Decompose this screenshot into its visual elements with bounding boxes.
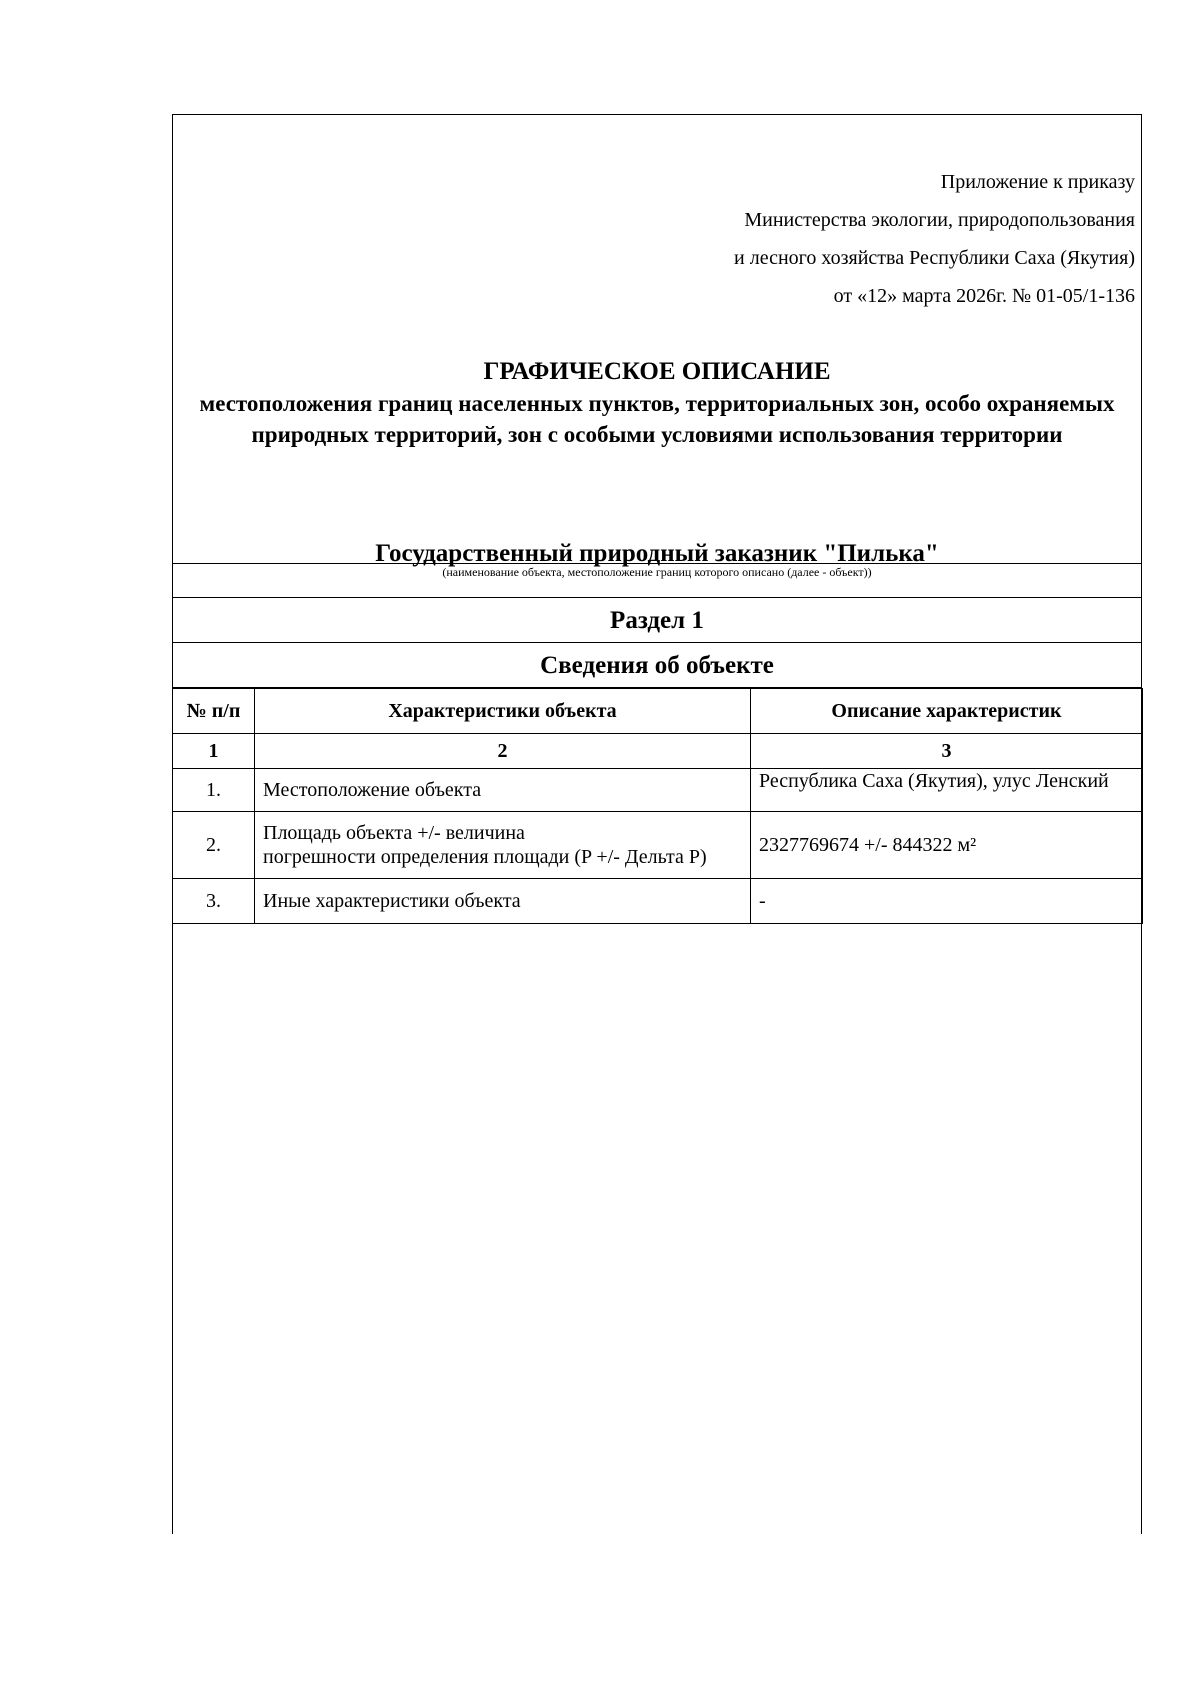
- section-heading: Сведения об объекте: [173, 643, 1141, 688]
- object-name: Государственный природный заказник "Пилька": [375, 540, 939, 567]
- column-number-row: [173, 734, 1143, 769]
- table-row: [173, 769, 1143, 812]
- object-info-table: [172, 688, 1143, 924]
- row-description-text: Республика Саха (Якутия), улус Ленский: [759, 770, 1109, 792]
- row-characteristic: [255, 812, 751, 879]
- document-title: [173, 355, 1141, 450]
- table-row: [173, 812, 1143, 879]
- row-description: [751, 769, 1143, 812]
- row-number: 2.: [173, 812, 255, 879]
- section-label: Раздел 1: [173, 598, 1141, 643]
- title-subtitle: местоположения границ населенных пунктов, территориальных зон, особо охраняемых природных территорий, зон с особыми условиями использования территории: [199, 391, 1115, 447]
- row-number: 3.: [173, 879, 255, 924]
- header-characteristics: Характеристики объекта: [255, 689, 751, 734]
- header-description: Описание характеристик: [751, 689, 1143, 734]
- column-number-3: 3: [751, 734, 1143, 769]
- approval-line-1: Приложение к приказу: [940, 171, 1135, 193]
- row-description: -: [751, 879, 1143, 924]
- row-number: 1.: [173, 769, 255, 812]
- row-description: 2327769674 +/- 844322 м²: [751, 812, 1143, 879]
- table-row: [173, 879, 1143, 924]
- approval-block: [734, 163, 1135, 315]
- row-characteristic: Иные характеристики объекта: [255, 879, 751, 924]
- row-characteristic-line-2: погрешности определения площади (P +/- Дельта P): [263, 846, 707, 868]
- row-characteristic-line-1: Площадь объекта +/- величина: [263, 822, 525, 844]
- title-main: ГРАФИЧЕСКОЕ ОПИСАНИЕ: [483, 358, 831, 385]
- approval-line-3: и лесного хозяйства Республики Саха (Якутия): [734, 247, 1135, 269]
- table-header-row: [173, 689, 1143, 734]
- column-number-1: 1: [173, 734, 255, 769]
- column-number-2: 2: [255, 734, 751, 769]
- approval-line-2: Министерства экологии, природопользования: [744, 209, 1135, 231]
- approval-line-4: от «12» марта 2026г. № 01-05/1-136: [833, 285, 1135, 307]
- row-characteristic: Местоположение объекта: [255, 769, 751, 812]
- header-num: № п/п: [173, 689, 255, 734]
- document-frame: [172, 114, 1142, 1534]
- object-name-note: (наименование объекта, местоположение границ которого описано (далее - объект)): [173, 563, 1141, 598]
